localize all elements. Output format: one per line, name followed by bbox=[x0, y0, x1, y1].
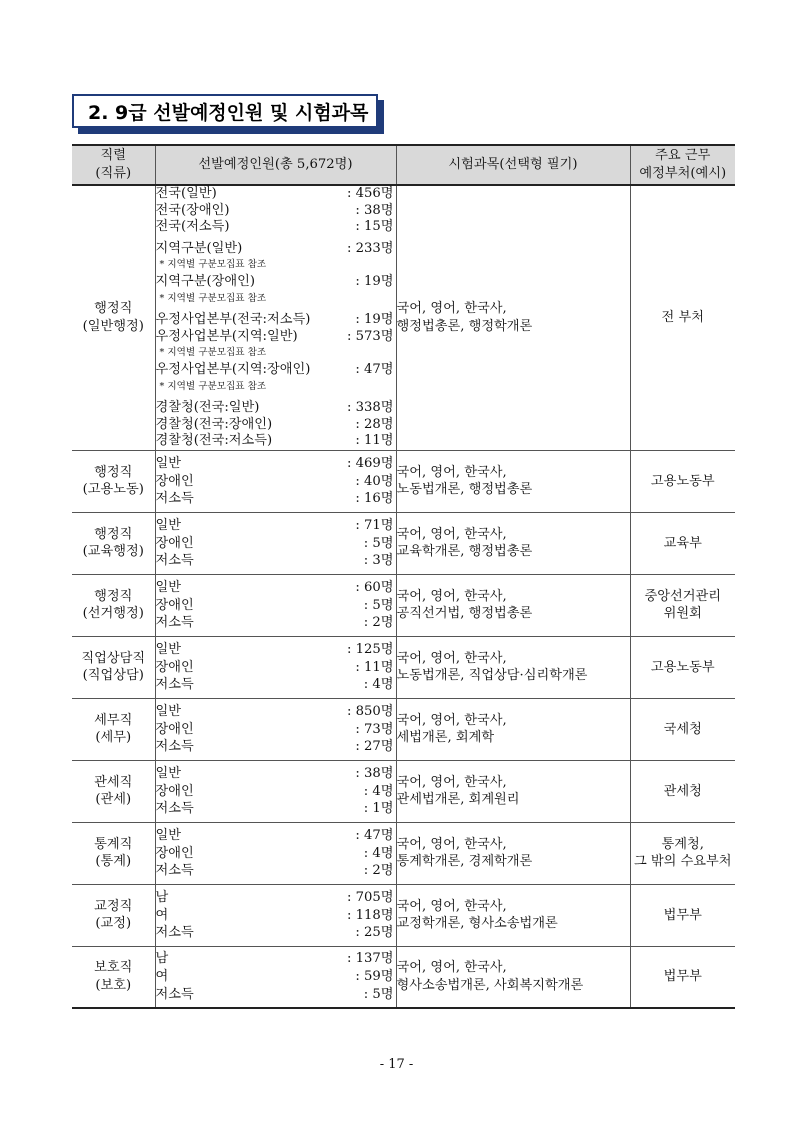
quota-line bbox=[156, 845, 396, 863]
job-cell: 직업상담직 (직업상담) bbox=[72, 636, 155, 698]
quota-cell bbox=[155, 450, 396, 512]
quota-cell bbox=[155, 884, 396, 946]
dept-cell: 고용노동부 bbox=[630, 636, 735, 698]
quota-count: : 19명 bbox=[355, 312, 394, 328]
quota-category: 우정사업본부(지역:장애인) bbox=[155, 361, 311, 377]
table-row bbox=[72, 822, 735, 884]
quota-count: : 59명 bbox=[355, 969, 394, 985]
job-cell: 세무직 (세무) bbox=[72, 698, 155, 760]
quota-category: 일반 bbox=[155, 827, 181, 843]
quota-category: 경찰청(전국:저소득) bbox=[155, 433, 273, 449]
table-row bbox=[72, 574, 735, 636]
job-cell: 행정직 (일반행정) bbox=[72, 185, 155, 450]
quota-count: : 40명 bbox=[355, 473, 394, 489]
quota-category: 일반 bbox=[155, 703, 181, 719]
quota-category: 전국(저소득) bbox=[155, 219, 230, 235]
job-cell: 행정직 (교육행정) bbox=[72, 512, 155, 574]
quota-line bbox=[156, 400, 396, 417]
subjects-cell: 국어, 영어, 한국사, 통계학개론, 경제학개론 bbox=[396, 822, 630, 884]
quota-category: 장애인 bbox=[155, 659, 194, 675]
table-header-row bbox=[72, 145, 735, 185]
table-row bbox=[72, 946, 735, 1008]
job-cell: 통계직 (통계) bbox=[72, 822, 155, 884]
quota-line bbox=[156, 186, 396, 203]
quota-line bbox=[156, 417, 396, 434]
quota-line bbox=[156, 517, 396, 535]
quota-count: : 2명 bbox=[363, 615, 394, 631]
quota-category: 경찰청(전국:일반) bbox=[155, 400, 260, 416]
dept-cell: 통계청, 그 밖의 수요부처 bbox=[630, 822, 735, 884]
quota-cell bbox=[155, 185, 396, 450]
quota-count: : 573명 bbox=[346, 328, 394, 344]
quota-line bbox=[156, 312, 396, 329]
header-quota: 선발예정인원(총 5,672명) bbox=[155, 145, 396, 185]
quota-category: 저소득 bbox=[155, 863, 194, 879]
quota-count: : 137명 bbox=[346, 951, 394, 967]
dept-cell: 국세청 bbox=[630, 698, 735, 760]
quota-category: 지역구분(장애인) bbox=[155, 273, 255, 289]
quota-line bbox=[156, 889, 396, 907]
quota-group bbox=[156, 312, 396, 395]
table-row bbox=[72, 636, 735, 698]
quota-line bbox=[156, 862, 396, 880]
header-subjects: 시험과목(선택형 필기) bbox=[396, 145, 630, 185]
quota-count: : 5명 bbox=[363, 987, 394, 1003]
dept-cell: 전 부처 bbox=[630, 185, 735, 450]
job-cell: 보호직 (보호) bbox=[72, 946, 155, 1008]
quota-category: 저소득 bbox=[155, 925, 194, 941]
dept-cell: 교육부 bbox=[630, 512, 735, 574]
quota-category: 장애인 bbox=[155, 535, 194, 551]
quota-count: : 4명 bbox=[363, 783, 394, 799]
quota-category: 일반 bbox=[155, 517, 181, 533]
quota-category: 우정사업본부(전국:저소득) bbox=[155, 312, 311, 328]
quota-note: * 지역별 구분모집표 참조 bbox=[159, 292, 267, 304]
quota-count: : 4명 bbox=[363, 677, 394, 693]
subjects-cell: 국어, 영어, 한국사, 교정학개론, 형사소송법개론 bbox=[396, 884, 630, 946]
table-body bbox=[72, 185, 735, 1008]
quota-count: : 118명 bbox=[346, 907, 394, 923]
quota-count: : 469명 bbox=[346, 455, 394, 471]
quota-category: 장애인 bbox=[155, 783, 194, 799]
quota-category: 남 bbox=[155, 889, 169, 905]
quota-count: : 5명 bbox=[363, 535, 394, 551]
quota-count: : 60명 bbox=[355, 579, 394, 595]
quota-count: : 11명 bbox=[355, 433, 394, 449]
quota-category: 저소득 bbox=[155, 491, 194, 507]
quota-cell bbox=[155, 636, 396, 698]
dept-cell: 고용노동부 bbox=[630, 450, 735, 512]
quota-line bbox=[156, 738, 396, 756]
quota-cell bbox=[155, 512, 396, 574]
quota-line bbox=[156, 329, 396, 346]
quota-line bbox=[156, 827, 396, 845]
recruitment-table bbox=[72, 144, 735, 1009]
quota-count: : 47명 bbox=[355, 827, 394, 843]
quota-line bbox=[156, 659, 396, 677]
table-row bbox=[72, 512, 735, 574]
quota-count: : 4명 bbox=[363, 845, 394, 861]
quota-line bbox=[156, 950, 396, 968]
quota-count: : 25명 bbox=[355, 925, 394, 941]
quota-count: : 11명 bbox=[355, 659, 394, 675]
quota-line bbox=[156, 676, 396, 694]
quota-count: : 233명 bbox=[346, 240, 394, 256]
quota-count: : 5명 bbox=[363, 597, 394, 613]
quota-line bbox=[156, 274, 396, 291]
quota-count: : 73명 bbox=[355, 721, 394, 737]
quota-line bbox=[156, 765, 396, 783]
quota-line bbox=[156, 703, 396, 721]
quota-line bbox=[156, 721, 396, 739]
quota-line bbox=[156, 907, 396, 925]
subjects-cell: 국어, 영어, 한국사, 교육학개론, 행정법총론 bbox=[396, 512, 630, 574]
quota-count: : 705명 bbox=[346, 889, 394, 905]
quota-line bbox=[156, 219, 396, 236]
quota-note: * 지역별 구분모집표 참조 bbox=[159, 347, 267, 359]
quota-line bbox=[156, 552, 396, 570]
quota-count: : 3명 bbox=[363, 553, 394, 569]
quota-line bbox=[156, 473, 396, 491]
quota-line bbox=[156, 597, 396, 615]
quota-count: : 850명 bbox=[346, 703, 394, 719]
table-row bbox=[72, 884, 735, 946]
table-row bbox=[72, 450, 735, 512]
quota-line bbox=[156, 455, 396, 473]
quota-line bbox=[156, 433, 396, 450]
quota-count: : 16명 bbox=[355, 491, 394, 507]
page-number: - 17 - bbox=[379, 1057, 414, 1072]
job-cell: 관세직 (관세) bbox=[72, 760, 155, 822]
subjects-cell: 국어, 영어, 한국사, 세법개론, 회계학 bbox=[396, 698, 630, 760]
subjects-cell: 국어, 영어, 한국사, 공직선거법, 행정법총론 bbox=[396, 574, 630, 636]
header-job: 직렬 (직류) bbox=[72, 145, 155, 185]
quota-cell bbox=[155, 760, 396, 822]
quota-group bbox=[156, 400, 396, 450]
quota-category: 여 bbox=[155, 907, 169, 923]
quota-line bbox=[156, 986, 396, 1004]
quota-count: : 2명 bbox=[363, 863, 394, 879]
quota-line bbox=[156, 968, 396, 986]
quota-cell bbox=[155, 698, 396, 760]
table-row bbox=[72, 698, 735, 760]
dept-cell: 관세청 bbox=[630, 760, 735, 822]
quota-line bbox=[156, 203, 396, 220]
quota-category: 일반 bbox=[155, 765, 181, 781]
dept-cell: 법무부 bbox=[630, 946, 735, 1008]
quota-count: : 38명 bbox=[355, 202, 394, 218]
quota-line bbox=[156, 535, 396, 553]
quota-category: 여 bbox=[155, 969, 169, 985]
quota-line bbox=[156, 924, 396, 942]
subjects-cell: 국어, 영어, 한국사, 형사소송법개론, 사회복지학개론 bbox=[396, 946, 630, 1008]
subjects-cell: 국어, 영어, 한국사, 관세법개론, 회계원리 bbox=[396, 760, 630, 822]
dept-cell: 법무부 bbox=[630, 884, 735, 946]
job-cell: 교정직 (교정) bbox=[72, 884, 155, 946]
quota-category: 장애인 bbox=[155, 597, 194, 613]
quota-category: 저소득 bbox=[155, 987, 194, 1003]
quota-category: 저소득 bbox=[155, 615, 194, 631]
quota-count: : 338명 bbox=[346, 400, 394, 416]
quota-line bbox=[156, 490, 396, 508]
quota-note: * 지역별 구분모집표 참조 bbox=[159, 259, 267, 271]
quota-line bbox=[156, 641, 396, 659]
quota-count: : 47명 bbox=[355, 361, 394, 377]
quota-category: 남 bbox=[155, 951, 169, 967]
quota-line bbox=[156, 362, 396, 379]
quota-category: 전국(장애인) bbox=[155, 202, 230, 218]
quota-count: : 38명 bbox=[355, 765, 394, 781]
quota-cell bbox=[155, 574, 396, 636]
job-cell: 행정직 (고용노동) bbox=[72, 450, 155, 512]
quota-count: : 125명 bbox=[346, 641, 394, 657]
quota-line bbox=[156, 614, 396, 632]
quota-category: 저소득 bbox=[155, 553, 194, 569]
quota-line bbox=[156, 800, 396, 818]
quota-note: * 지역별 구분모집표 참조 bbox=[159, 380, 267, 392]
quota-category: 일반 bbox=[155, 641, 181, 657]
subjects-cell: 국어, 영어, 한국사, 노동법개론, 직업상담·심리학개론 bbox=[396, 636, 630, 698]
quota-category: 저소득 bbox=[155, 801, 194, 817]
quota-group bbox=[156, 241, 396, 307]
table-row bbox=[72, 185, 735, 450]
quota-count: : 1명 bbox=[363, 801, 394, 817]
quota-group bbox=[156, 186, 396, 236]
job-cell: 행정직 (선거행정) bbox=[72, 574, 155, 636]
quota-count: : 28명 bbox=[355, 416, 394, 432]
quota-cell bbox=[155, 946, 396, 1008]
quota-line bbox=[156, 579, 396, 597]
subjects-cell: 국어, 영어, 한국사, 행정법총론, 행정학개론 bbox=[396, 185, 630, 450]
table-row bbox=[72, 760, 735, 822]
quota-category: 경찰청(전국:장애인) bbox=[155, 416, 273, 432]
quota-category: 전국(일반) bbox=[155, 186, 217, 201]
quota-count: : 456명 bbox=[346, 186, 394, 201]
subjects-cell: 국어, 영어, 한국사, 노동법개론, 행정법총론 bbox=[396, 450, 630, 512]
quota-category: 저소득 bbox=[155, 739, 194, 755]
quota-category: 장애인 bbox=[155, 473, 194, 489]
quota-category: 우정사업본부(지역:일반) bbox=[155, 328, 298, 344]
quota-category: 일반 bbox=[155, 455, 181, 471]
dept-cell: 중앙선거관리 위원회 bbox=[630, 574, 735, 636]
quota-count: : 71명 bbox=[355, 517, 394, 533]
quota-count: : 27명 bbox=[355, 739, 394, 755]
section-title: 2. 9급 선발예정인원 및 시험과목 bbox=[72, 94, 378, 128]
quota-category: 저소득 bbox=[155, 677, 194, 693]
quota-cell bbox=[155, 822, 396, 884]
quota-category: 지역구분(일반) bbox=[155, 240, 243, 256]
quota-category: 장애인 bbox=[155, 845, 194, 861]
quota-count: : 19명 bbox=[355, 273, 394, 289]
quota-count: : 15명 bbox=[355, 219, 394, 235]
quota-line bbox=[156, 783, 396, 801]
quota-line bbox=[156, 241, 396, 258]
quota-category: 일반 bbox=[155, 579, 181, 595]
quota-category: 장애인 bbox=[155, 721, 194, 737]
header-dept: 주요 근무 예정부처(예시) bbox=[630, 145, 735, 185]
